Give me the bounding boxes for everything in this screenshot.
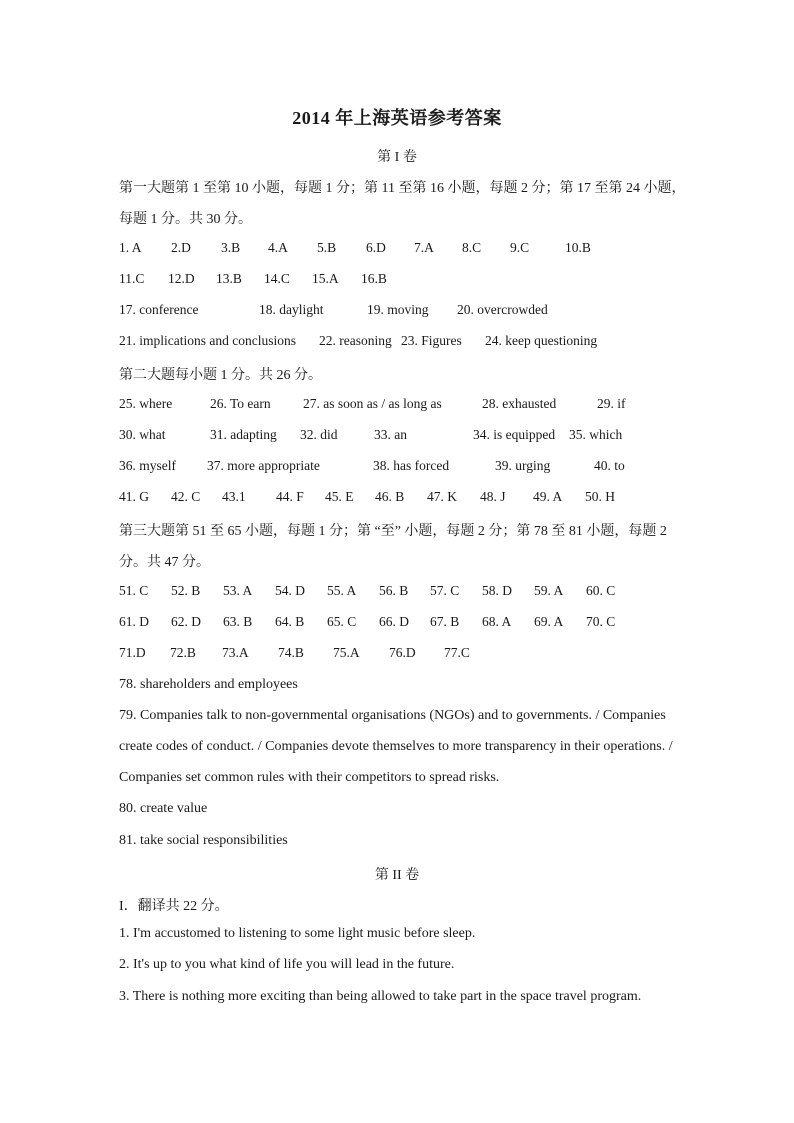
answer-item: 70. C <box>586 614 616 629</box>
answer-item: 14.C <box>264 271 290 286</box>
part1-heading: 第 I 卷 <box>377 150 417 165</box>
page-title: 2014 年上海英语参考答案 <box>292 108 502 128</box>
answer-item: 21. implications and conclusions <box>119 333 296 348</box>
answer-item: 3.B <box>221 240 241 255</box>
answer-79-line3: Companies set common rules with their competitors to spread risks. <box>119 770 500 785</box>
answer-item: 32. did <box>300 427 338 442</box>
answer-item: 45. E <box>325 489 354 504</box>
answer-item: 17. conference <box>119 302 199 317</box>
answer-item: 46. B <box>375 489 405 504</box>
answer-item: 29. if <box>597 396 626 411</box>
answer-item: 58. D <box>482 583 512 598</box>
answer-item: 6.D <box>366 240 386 255</box>
answer-item: 25. where <box>119 396 173 411</box>
answer-item: 56. B <box>379 583 409 598</box>
section3-description-line2: 分。共 47 分。 <box>119 555 210 570</box>
answer-item: 60. C <box>586 583 616 598</box>
answer-item: 65. C <box>327 614 357 629</box>
answer-item: 44. F <box>276 489 304 504</box>
answer-item: 66. D <box>379 614 409 629</box>
answer-item: 27. as soon as / as long as <box>303 396 442 411</box>
answer-item: 57. C <box>430 583 460 598</box>
answer-item: 28. exhausted <box>482 396 557 411</box>
answer-item: 47. K <box>427 489 457 504</box>
answer-item: 75.A <box>333 645 360 660</box>
answer-item: 37. more appropriate <box>207 458 320 473</box>
answer-item: 33. an <box>374 427 407 442</box>
answer-item: 69. A <box>534 614 564 629</box>
answer-item: 16.B <box>361 271 387 286</box>
answer-item: 5.B <box>317 240 337 255</box>
section1-description-line1: 第一大题第 1 至第 10 小题，每题 1 分；第 11 至第 16 小题，每题 2 分；第 17 至第 24 小题， <box>119 181 686 196</box>
answer-item: 4.A <box>268 240 288 255</box>
answer-item: 71.D <box>119 645 146 660</box>
answer-item: 43.1 <box>222 489 246 504</box>
answer-item: 2.D <box>171 240 191 255</box>
part2-heading: 第 II 卷 <box>374 868 420 883</box>
answer-item: 18. daylight <box>259 302 324 317</box>
answer-item: 41. G <box>119 489 149 504</box>
answer-item: 59. A <box>534 583 564 598</box>
translation-1: 1. I'm accustomed to listening to some light music before sleep. <box>119 926 476 941</box>
answer-item: 49. A <box>533 489 563 504</box>
answer-item: 10.B <box>565 240 591 255</box>
translation-heading: I．翻译共 22 分。 <box>119 899 229 914</box>
answer-item: 68. A <box>482 614 512 629</box>
answer-item: 35. which <box>569 427 623 442</box>
answer-79-line1: 79. Companies talk to non-governmental organisations (NGOs) and to governments. / Companies <box>119 708 666 723</box>
translation-2: 2. It's up to you what kind of life you will lead in the future. <box>119 957 455 972</box>
answer-item: 50. H <box>585 489 615 504</box>
answer-item: 48. J <box>480 489 506 504</box>
answer-item: 12.D <box>168 271 195 286</box>
answer-item: 64. B <box>275 614 305 629</box>
answer-81: 81. take social responsibilities <box>119 833 288 848</box>
answer-item: 73.A <box>222 645 249 660</box>
answer-item: 55. A <box>327 583 357 598</box>
answer-item: 77.C <box>444 645 470 660</box>
answer-item: 39. urging <box>495 458 551 473</box>
answer-item: 8.C <box>462 240 482 255</box>
answer-item: 40. to <box>594 458 625 473</box>
section1-description-line2: 每题 1 分。共 30 分。 <box>119 212 252 227</box>
answer-item: 9.C <box>510 240 530 255</box>
translation-3: 3. There is nothing more exciting than being allowed to take part in the space travel program. <box>119 989 642 1004</box>
answer-item: 1. A <box>119 240 142 255</box>
answer-78: 78. shareholders and employees <box>119 677 298 692</box>
answer-item: 54. D <box>275 583 305 598</box>
answer-item: 23. Figures <box>401 333 462 348</box>
answer-item: 36. myself <box>119 458 176 473</box>
answer-item: 34. is equipped <box>473 427 556 442</box>
answer-item: 7.A <box>414 240 434 255</box>
answer-item: 13.B <box>216 271 242 286</box>
answer-item: 26. To earn <box>210 396 271 411</box>
answer-item: 42. C <box>171 489 201 504</box>
answer-item: 19. moving <box>367 302 429 317</box>
answer-item: 74.B <box>278 645 304 660</box>
answer-item: 30. what <box>119 427 166 442</box>
answer-item: 76.D <box>389 645 416 660</box>
answer-item: 20. overcrowded <box>457 302 548 317</box>
answer-item: 11.C <box>119 271 145 286</box>
answer-item: 24. keep questioning <box>485 333 598 348</box>
answer-80: 80. create value <box>119 801 208 816</box>
section3-description-line1: 第三大题第 51 至 65 小题，每题 1 分；第 “至” 小题，每题 2 分；第 78 至 81 小题，每题 2 <box>119 524 667 539</box>
answer-item: 52. B <box>171 583 201 598</box>
answer-item: 22. reasoning <box>319 333 392 348</box>
answer-item: 62. D <box>171 614 201 629</box>
answer-item: 15.A <box>312 271 339 286</box>
answer-item: 63. B <box>223 614 253 629</box>
answer-79-line2: create codes of conduct. / Companies devote themselves to more transparency in their operations. / <box>119 739 673 754</box>
answer-item: 67. B <box>430 614 460 629</box>
answer-item: 38. has forced <box>373 458 450 473</box>
answer-item: 31. adapting <box>210 427 277 442</box>
answer-item: 72.B <box>170 645 196 660</box>
section2-description: 第二大题每小题 1 分。共 26 分。 <box>119 368 322 383</box>
answer-item: 61. D <box>119 614 149 629</box>
answer-item: 53. A <box>223 583 253 598</box>
answer-item: 51. C <box>119 583 149 598</box>
